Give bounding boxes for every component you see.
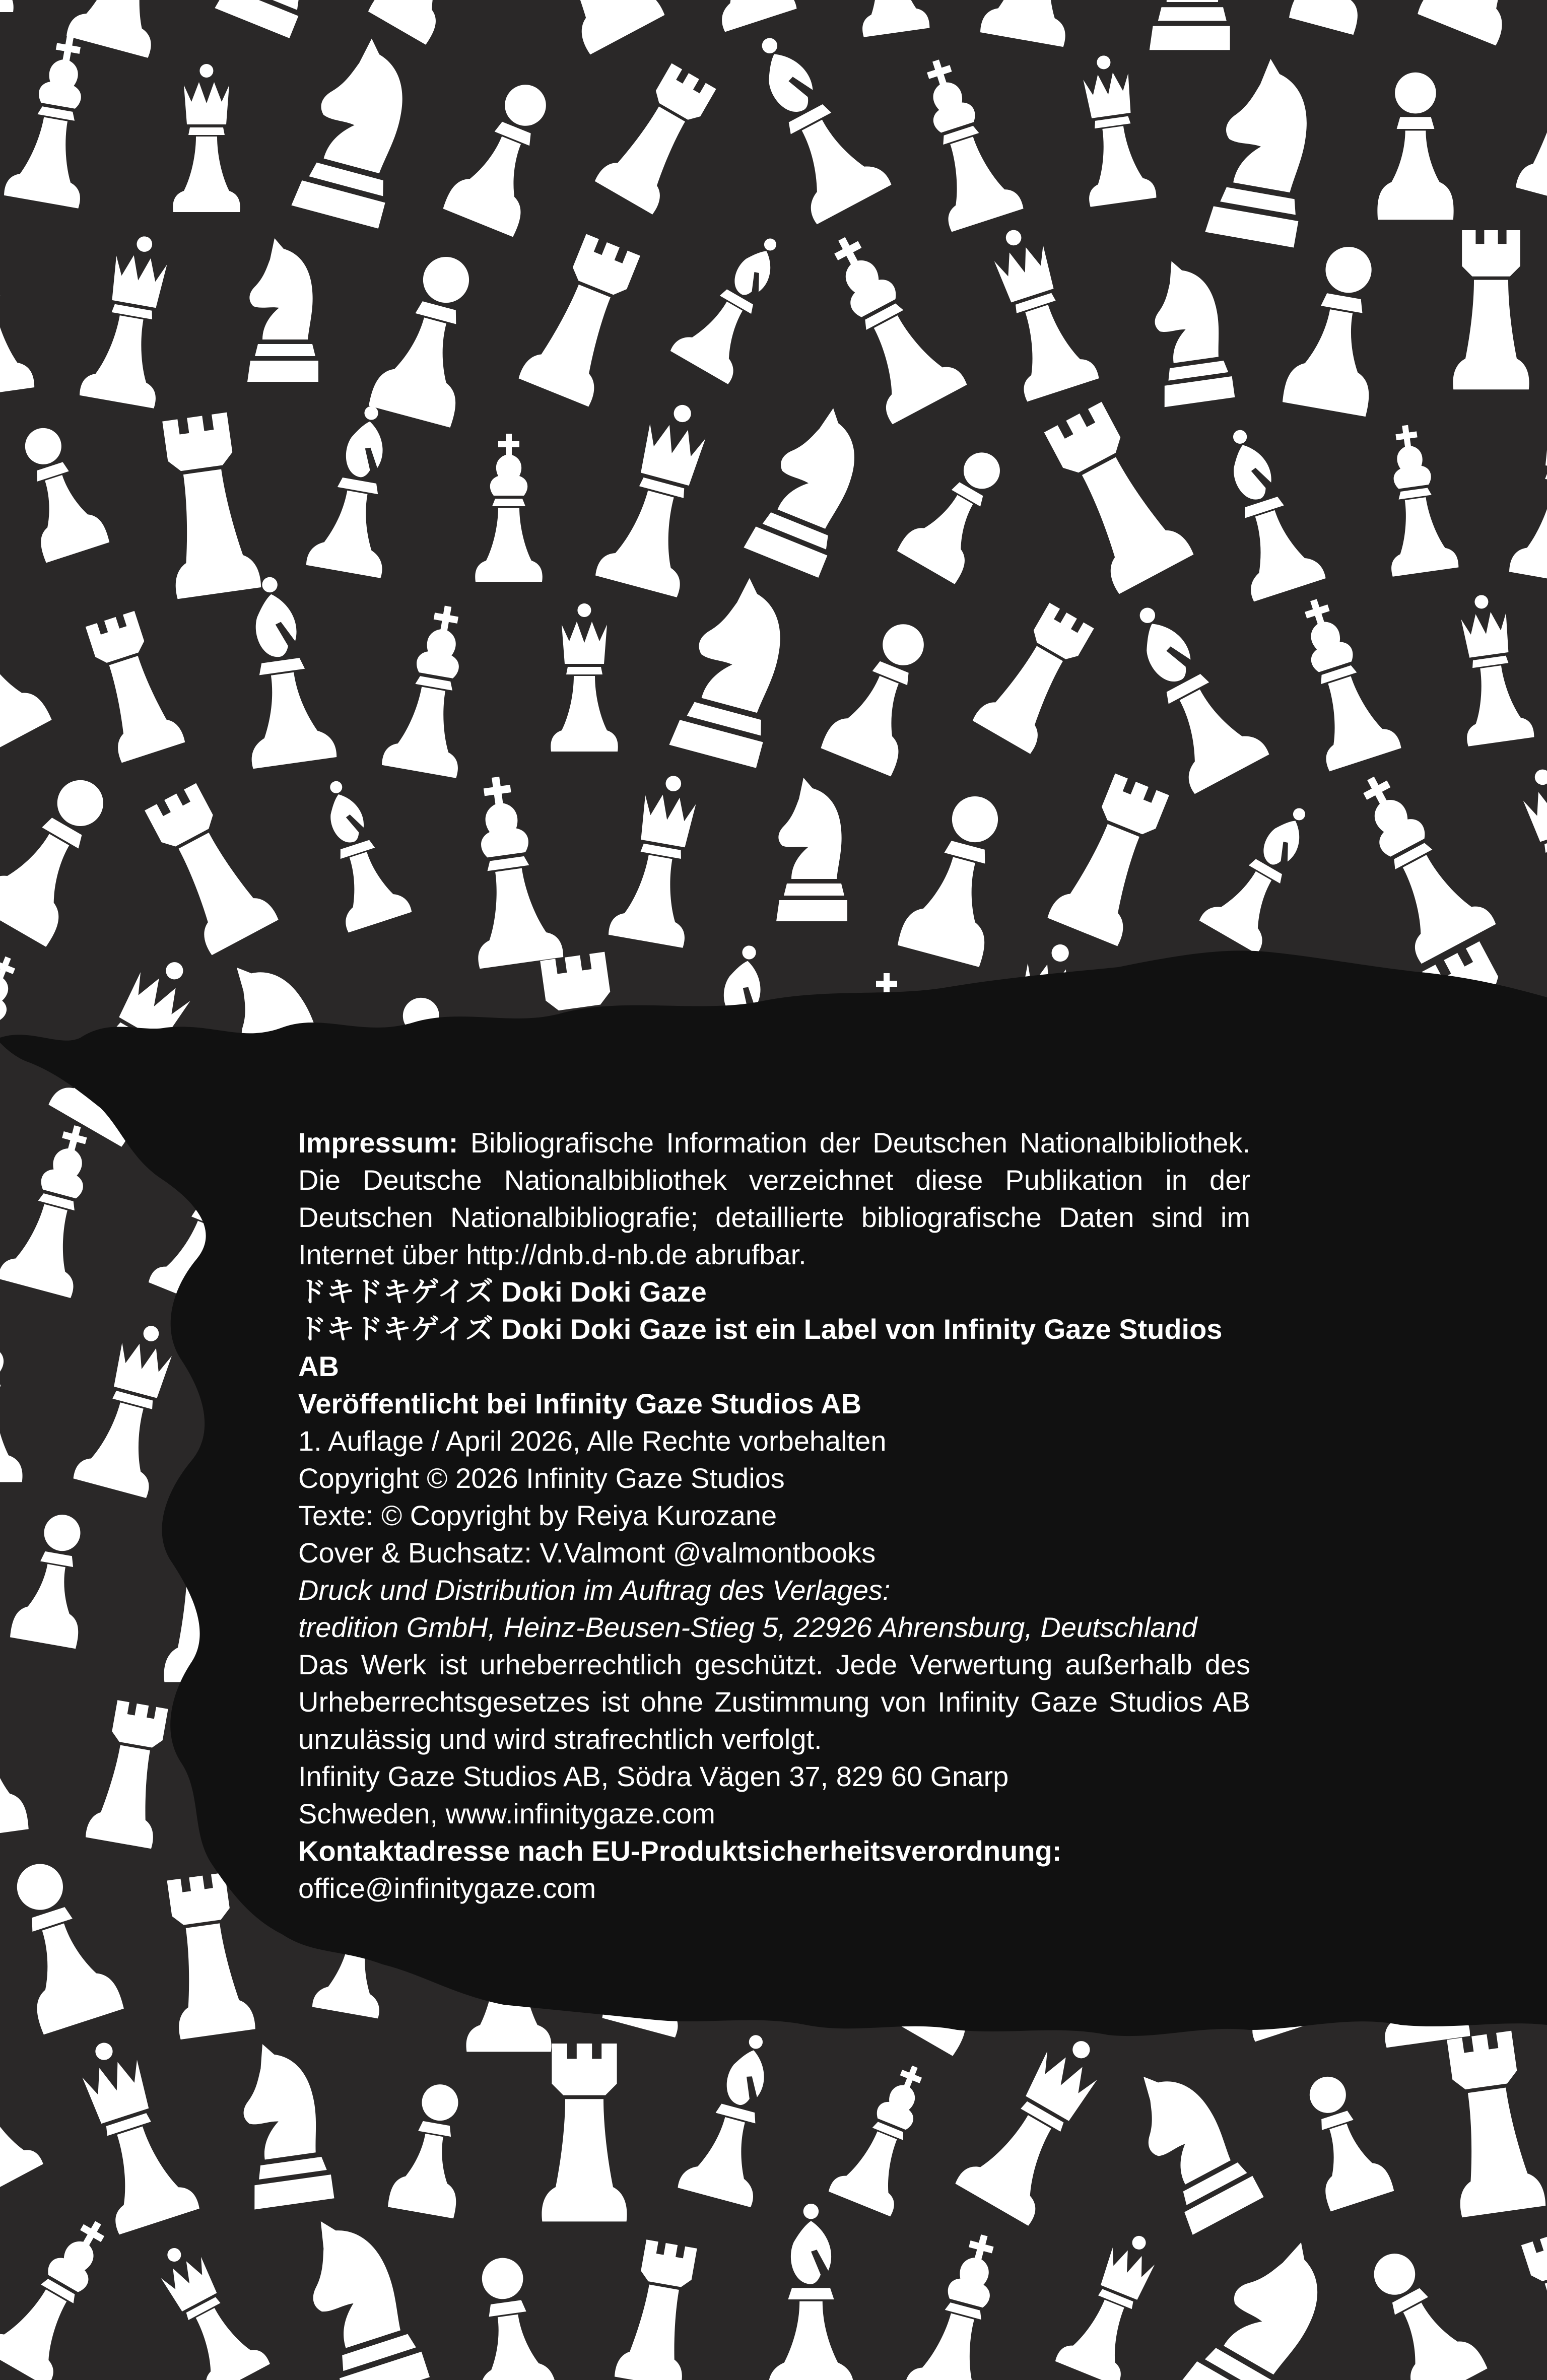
contact-heading: Kontaktadresse nach EU-Produktsicherheitsverordnung: — [298, 1835, 1062, 1867]
bibliography-text: Bibliografische Information der Deutschen Nationalbibliothek. Die Deutsche Nationalbibliothek verzeichnet diese Publikation in der Deutschen Nationalbibliografie; detaillierte bibliografische Daten sind im Internet über http://dnb.d-nb.de abrufbar. — [298, 1127, 1250, 1270]
printer-address: tredition GmbH, Heinz-Beusen-Stieg 5, 22926 Ahrensburg, Deutschland — [298, 1611, 1197, 1643]
impressum-paragraph — [298, 1124, 1250, 1273]
label-info: ドキドキゲイズ Doki Doki Gaze ist ein Label von Infinity Gaze Studios AB — [298, 1313, 1223, 1382]
copyright-line: Copyright © 2026 Infinity Gaze Studios — [298, 1462, 785, 1494]
publisher-line: Veröffentlicht bei Infinity Gaze Studios AB — [298, 1388, 862, 1419]
rights-notice: Das Werk ist urheberrechtlich geschützt. Jede Verwertung außerhalb des Urheberrechtsgesetzes ist ohne Zustimmung von Infinity Gaze Studios AB unzulässig und wird strafrechtlich verfolgt. — [298, 1649, 1250, 1755]
contact-email: office@infinitygaze.com — [298, 1872, 596, 1904]
publisher-address: Infinity Gaze Studios AB, Södra Vägen 37, 829 60 Gnarp — [298, 1760, 1009, 1792]
cover-line: Cover & Buchsatz: V.Valmont @valmontbooks — [298, 1537, 876, 1569]
edition-line: 1. Auflage / April 2026, Alle Rechte vorbehalten — [298, 1425, 887, 1457]
impressum-text-block — [298, 1124, 1250, 1907]
impressum-heading: Impressum: — [298, 1127, 458, 1159]
texts-line: Texte: © Copyright by Reiya Kurozane — [298, 1500, 777, 1531]
label-line: ドキドキゲイズ Doki Doki Gaze — [298, 1276, 707, 1308]
print-heading: Druck und Distribution im Auftrag des Verlages: — [298, 1574, 891, 1606]
publisher-address-country: Schweden, www.infinitygaze.com — [298, 1798, 715, 1829]
